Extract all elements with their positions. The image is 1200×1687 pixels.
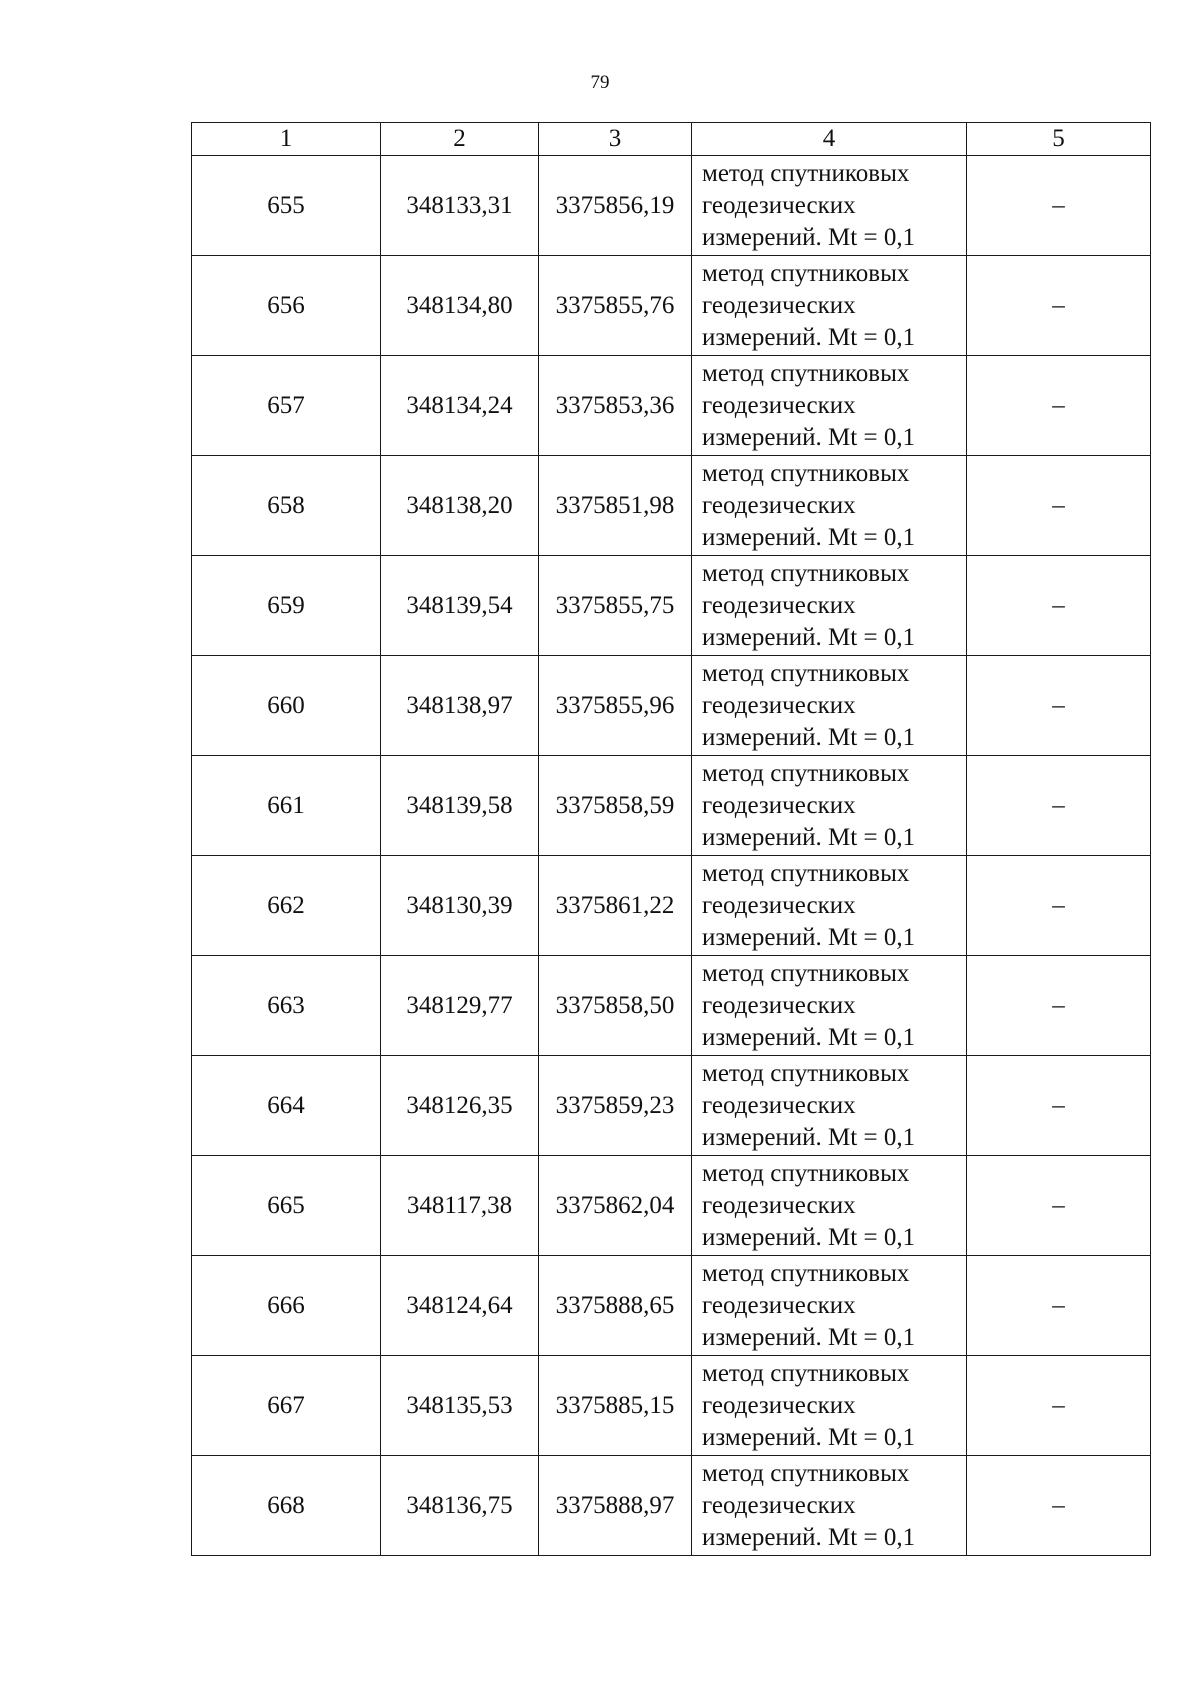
y-coordinate-cell: 3375855,75 <box>539 556 692 656</box>
method-cell <box>692 256 967 356</box>
table-row <box>192 856 1151 956</box>
method-line: метод спутниковых <box>702 459 910 487</box>
point-number-cell: 658 <box>192 456 381 556</box>
table-row <box>192 756 1151 856</box>
method-line: метод спутниковых <box>702 1259 910 1287</box>
method-cell <box>692 756 967 856</box>
method-line: метод спутниковых <box>702 559 910 587</box>
method-line: метод спутниковых <box>702 1159 910 1187</box>
method-cell <box>692 156 967 256</box>
method-line: геодезических <box>702 291 856 319</box>
x-coordinate-cell: 348139,54 <box>381 556 539 656</box>
method-line: измерений. Mt = 0,1 <box>702 423 916 451</box>
table-row <box>192 1456 1151 1556</box>
method-line: метод спутниковых <box>702 759 910 787</box>
method-line: измерений. Mt = 0,1 <box>702 623 916 651</box>
point-number-cell: 664 <box>192 1056 381 1156</box>
method-line: метод спутниковых <box>702 359 910 387</box>
point-number-cell: 667 <box>192 1356 381 1456</box>
method-line: метод спутниковых <box>702 259 910 287</box>
point-number-cell: 660 <box>192 656 381 756</box>
point-number-cell: 657 <box>192 356 381 456</box>
method-line: геодезических <box>702 991 856 1019</box>
method-cell <box>692 1156 967 1256</box>
method-cell <box>692 956 967 1056</box>
method-line: геодезических <box>702 1391 856 1419</box>
method-line: измерений. Mt = 0,1 <box>702 1423 916 1451</box>
point-number-cell: 665 <box>192 1156 381 1256</box>
point-number-cell: 663 <box>192 956 381 1056</box>
y-coordinate-cell: 3375861,22 <box>539 856 692 956</box>
y-coordinate-cell: 3375856,19 <box>539 156 692 256</box>
method-line: метод спутниковых <box>702 659 910 687</box>
method-line: геодезических <box>702 191 856 219</box>
point-number-cell: 666 <box>192 1256 381 1356</box>
x-coordinate-cell: 348139,58 <box>381 756 539 856</box>
point-number-cell: 661 <box>192 756 381 856</box>
note-cell: – <box>967 756 1151 856</box>
column-header-4: 4 <box>692 123 967 156</box>
coordinates-table <box>191 122 1151 1556</box>
method-line: геодезических <box>702 491 856 519</box>
method-line: метод спутниковых <box>702 159 910 187</box>
method-line: измерений. Mt = 0,1 <box>702 1323 916 1351</box>
method-line: измерений. Mt = 0,1 <box>702 1023 916 1051</box>
note-cell: – <box>967 256 1151 356</box>
note-cell: – <box>967 1256 1151 1356</box>
method-line: измерений. Mt = 0,1 <box>702 923 916 951</box>
note-cell: – <box>967 556 1151 656</box>
x-coordinate-cell: 348136,75 <box>381 1456 539 1556</box>
x-coordinate-cell: 348124,64 <box>381 1256 539 1356</box>
method-line: измерений. Mt = 0,1 <box>702 1123 916 1151</box>
method-cell <box>692 456 967 556</box>
y-coordinate-cell: 3375888,65 <box>539 1256 692 1356</box>
method-line: метод спутниковых <box>702 859 910 887</box>
table-row <box>192 256 1151 356</box>
method-line: геодезических <box>702 591 856 619</box>
y-coordinate-cell: 3375862,04 <box>539 1156 692 1256</box>
x-coordinate-cell: 348134,24 <box>381 356 539 456</box>
method-cell <box>692 1356 967 1456</box>
table-row <box>192 1056 1151 1156</box>
table-row <box>192 656 1151 756</box>
method-line: метод спутниковых <box>702 1459 910 1487</box>
table-row <box>192 456 1151 556</box>
method-line: измерений. Mt = 0,1 <box>702 1523 916 1551</box>
table-row <box>192 556 1151 656</box>
x-coordinate-cell: 348138,97 <box>381 656 539 756</box>
header-row <box>192 123 1151 156</box>
column-header-3: 3 <box>539 123 692 156</box>
method-line: геодезических <box>702 391 856 419</box>
y-coordinate-cell: 3375885,15 <box>539 1356 692 1456</box>
table-row <box>192 356 1151 456</box>
method-line: измерений. Mt = 0,1 <box>702 523 916 551</box>
note-cell: – <box>967 456 1151 556</box>
note-cell: – <box>967 156 1151 256</box>
y-coordinate-cell: 3375851,98 <box>539 456 692 556</box>
x-coordinate-cell: 348117,38 <box>381 1156 539 1256</box>
column-header-2: 2 <box>381 123 539 156</box>
point-number-cell: 659 <box>192 556 381 656</box>
table-body <box>192 156 1151 1556</box>
x-coordinate-cell: 348133,31 <box>381 156 539 256</box>
method-line: измерений. Mt = 0,1 <box>702 323 916 351</box>
note-cell: – <box>967 856 1151 956</box>
point-number-cell: 655 <box>192 156 381 256</box>
method-line: геодезических <box>702 791 856 819</box>
x-coordinate-cell: 348135,53 <box>381 1356 539 1456</box>
note-cell: – <box>967 656 1151 756</box>
x-coordinate-cell: 348138,20 <box>381 456 539 556</box>
x-coordinate-cell: 348126,35 <box>381 1056 539 1156</box>
x-coordinate-cell: 348129,77 <box>381 956 539 1056</box>
method-line: измерений. Mt = 0,1 <box>702 223 916 251</box>
method-line: геодезических <box>702 1291 856 1319</box>
method-line: геодезических <box>702 1191 856 1219</box>
note-cell: – <box>967 1056 1151 1156</box>
table-row <box>192 156 1151 256</box>
method-line: измерений. Mt = 0,1 <box>702 723 916 751</box>
y-coordinate-cell: 3375855,96 <box>539 656 692 756</box>
point-number-cell: 656 <box>192 256 381 356</box>
method-cell <box>692 356 967 456</box>
table-row <box>192 956 1151 1056</box>
method-cell <box>692 1256 967 1356</box>
point-number-cell: 662 <box>192 856 381 956</box>
x-coordinate-cell: 348130,39 <box>381 856 539 956</box>
method-line: геодезических <box>702 691 856 719</box>
y-coordinate-cell: 3375853,36 <box>539 356 692 456</box>
method-line: геодезических <box>702 1091 856 1119</box>
column-header-1: 1 <box>192 123 381 156</box>
note-cell: – <box>967 1356 1151 1456</box>
x-coordinate-cell: 348134,80 <box>381 256 539 356</box>
note-cell: – <box>967 356 1151 456</box>
y-coordinate-cell: 3375888,97 <box>539 1456 692 1556</box>
method-line: измерений. Mt = 0,1 <box>702 1223 916 1251</box>
y-coordinate-cell: 3375859,23 <box>539 1056 692 1156</box>
page-number: 79 <box>590 72 610 93</box>
y-coordinate-cell: 3375858,50 <box>539 956 692 1056</box>
note-cell: – <box>967 1156 1151 1256</box>
table-row <box>192 1356 1151 1456</box>
table-header <box>192 123 1151 156</box>
method-line: измерений. Mt = 0,1 <box>702 823 916 851</box>
y-coordinate-cell: 3375855,76 <box>539 256 692 356</box>
table-row <box>192 1256 1151 1356</box>
method-cell <box>692 1056 967 1156</box>
y-coordinate-cell: 3375858,59 <box>539 756 692 856</box>
method-line: метод спутниковых <box>702 959 910 987</box>
table-row <box>192 1156 1151 1256</box>
method-cell <box>692 656 967 756</box>
method-cell <box>692 556 967 656</box>
note-cell: – <box>967 956 1151 1056</box>
method-cell <box>692 1456 967 1556</box>
column-header-5: 5 <box>967 123 1151 156</box>
point-number-cell: 668 <box>192 1456 381 1556</box>
method-line: метод спутниковых <box>702 1359 910 1387</box>
method-cell <box>692 856 967 956</box>
method-line: геодезических <box>702 891 856 919</box>
note-cell: – <box>967 1456 1151 1556</box>
method-line: метод спутниковых <box>702 1059 910 1087</box>
method-line: геодезических <box>702 1491 856 1519</box>
